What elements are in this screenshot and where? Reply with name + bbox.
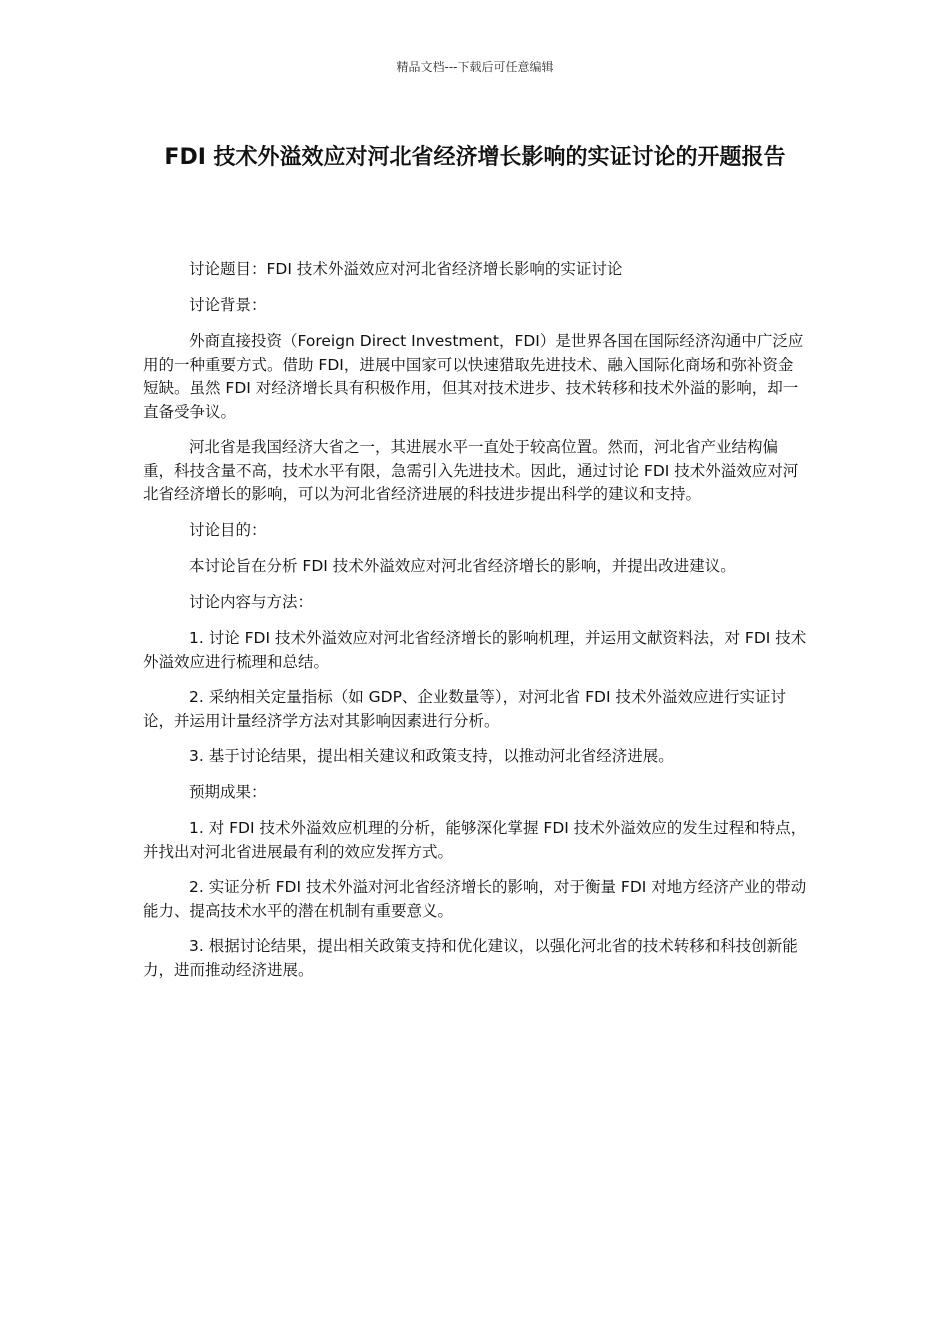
purpose-heading: 讨论目的： xyxy=(189,520,267,539)
document-body xyxy=(143,258,808,994)
purpose-paragraph: 本讨论旨在分析 FDI 技术外溢效应对河北省经济增长的影响，并提出改进建议。 xyxy=(189,557,736,575)
topic-paragraph: 讨论题目：FDI 技术外溢效应对河北省经济增长影响的实证讨论 xyxy=(189,260,623,278)
header-note: 精品文档---下载后可任意编辑 xyxy=(396,60,554,74)
result-item-2: 2. 实证分析 FDI 技术外溢对河北省经济增长的影响，对于衡量 FDI 对地方经济产业的带动能力、提高技术水平的潜在机制有重要意义。 xyxy=(143,878,807,920)
content-method-heading: 讨论内容与方法： xyxy=(189,592,314,611)
expected-results-heading: 预期成果： xyxy=(189,782,267,801)
content-item-3: 3. 基于讨论结果，提出相关建议和政策支持，以推动河北省经济进展。 xyxy=(189,747,674,765)
result-item-3: 3. 根据讨论结果，提出相关政策支持和优化建议，以强化河北省的技术转移和科技创新能力，进而推动经济进展。 xyxy=(143,937,798,979)
result-item-1: 1. 对 FDI 技术外溢效应机理的分析，能够深化掌握 FDI 技术外溢效应的发生过程和特点，并找出对河北省进展最有利的效应发挥方式。 xyxy=(143,819,807,861)
content-item-2: 2. 采纳相关定量指标（如 GDP、企业数量等），对河北省 FDI 技术外溢效应进行实证讨论，并运用计量经济学方法对其影响因素进行分析。 xyxy=(143,688,786,730)
document-title: FDI 技术外溢效应对河北省经济增长影响的实证讨论的开题报告 xyxy=(164,145,786,170)
background-heading: 讨论背景： xyxy=(189,295,267,314)
content-item-1: 1. 讨论 FDI 技术外溢效应对河北省经济增长的影响机理，并运用文献资料法，对 FDI 技术外溢效应进行梳理和总结。 xyxy=(143,629,807,671)
background-paragraph-2: 河北省是我国经济大省之一，其进展水平一直处于较高位置。然而，河北省产业结构偏重，科技含量不高，技术水平有限，急需引入先进技术。因此，通过讨论 FDI 技术外溢效应对河北省经济增长的影响，可以为河北省经济进展的科技进步提出科学的建议和支持。 xyxy=(143,438,799,503)
background-paragraph-1: 外商直接投资（Foreign Direct Investment，FDI）是世界各国在国际经济沟通中广泛应用的一种重要方式。借助 FDI，进展中国家可以快速猎取先进技术、融入国际化商场和弥补资金短缺。虽然 FDI 对经济增长具有积极作用，但其对技术进步、技术转移和技术外溢的影响，却一直备受争议。 xyxy=(143,332,804,421)
